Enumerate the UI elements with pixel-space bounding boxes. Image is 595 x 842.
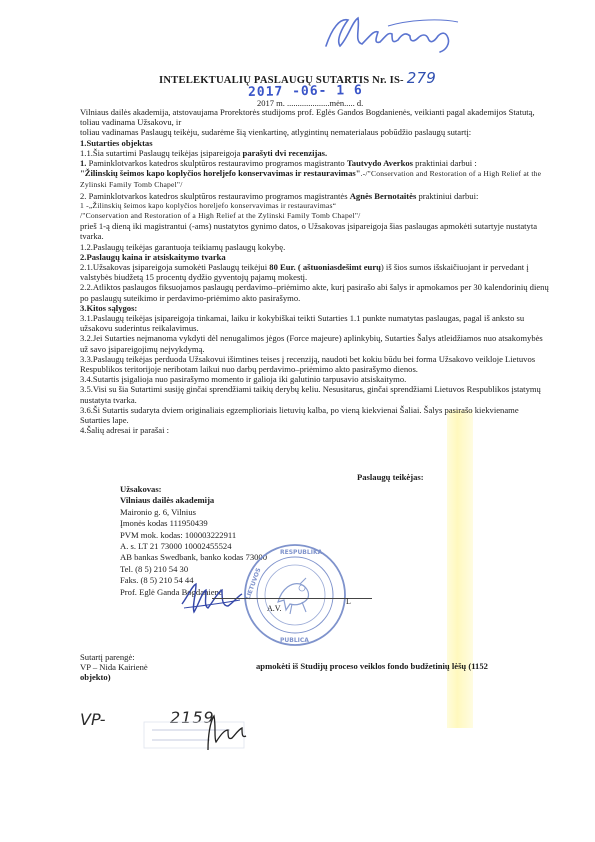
clause-2-1-amount: 80 Eur. ( aštuoniasdešimt eurų [269,262,381,273]
clause-2-1 [80,262,550,282]
clause-1-1-bold: parašyti dvi recenzijas. [242,147,328,158]
intro-paragraph-2: toliau vadinamas Paslaugų teikėju, sudarėme šią vienkartinę, atlygintinų nematerialaus pobūdžio paslaugų sutartį: [80,127,472,138]
clause-2-1-text: 2.1.Užsakovas įsipareigoja sumokėti Paslaugų teikėjui [80,262,270,273]
review-item-1-title [80,168,550,190]
item-1-title-en: .-/"Conservation and Restoration of a High Relief at the Zylinski Family Tomb Chapel"/ [80,169,542,190]
handwritten-number: 2159 [170,708,215,727]
provider-signature-mark: L [346,597,351,606]
clause-3-5: 3.5.Visi su šia Sutartimi susiję ginčai sprendžiami taikių derybų keliu. Nesusitarus, ginčai sprendžiami Lietuvos Respublikos įstatymų nustatyta tvarka. [80,384,541,405]
section-1-heading: 1.Sutarties objektas [80,137,153,148]
item-1-text: Paminklotvarkos katedros skulptūros restauravimo programos magistranto [86,158,347,169]
client-fax: Faks. (8 5) 210 54 44 [120,575,194,586]
client-address: Maironio g. 6, Vilnius [120,506,196,517]
clause-2-2: 2.2.Atliktos paslaugos fiksuojamos paslaugų perdavimo–priėmimo akte, kurį pasirašo abi šalys ir apmokamos per 30 kalendorinių dienų po paslaugų suteikimo ir perdavimo-priėmimo akto pasirašymo. [80,282,549,303]
prepared-person: VP – Nida Kairienė [80,662,148,673]
client-bank: AB bankas Swedbank, banko kodas 73000 [120,552,268,563]
item-1-title-lt: "Žilinskių šeimos kapo koplyčios horeljefo konservavimas ir restauravimas" [80,168,361,179]
clause-1-2: 1.2.Paslaugų teikėjas garantuoja teikiamų paslaugų kokybę. [80,241,286,252]
highlight-strip [447,410,473,728]
provider-label: Paslaugų teikėjas: [357,472,424,482]
review-item-1 [80,158,550,168]
item-2-student: Agnės Bernotaitės [349,190,417,201]
item-2-suffix: praktiniui darbui: [416,190,479,201]
date-stamp: 2017 -06- 1 6 [247,82,363,101]
deadline-clause: prieš 1-ą dieną iki magistrantui (-ams) nustatytos gynimo datos, o Užsakovas įsipareigoja šias paslaugas apmokėti sutartyje nustatyta tvarka. [80,221,538,242]
handwritten-vp: VP- [80,710,106,729]
client-account: A. s. LT 21 73000 10002455524 [120,541,232,552]
prepared-label: Sutartį parengė: [80,652,135,662]
clause-3-4: 3.4.Sutartis įsigalioja nuo pasirašymo momento ir galioja iki galutinio tarpusavio atsiskaitymo. [80,374,407,385]
item-2-title-en: /"Conservation and Restoration of a High Relief at the Zylinski Family Tomb Chapel"/ [80,211,361,221]
svg-text:PUBLICA: PUBLICA [280,637,309,644]
review-item-2 [80,191,550,201]
clause-1-1-text: 1.1.Šia sutartimi Paslaugų teikėjas įsipareigoja [80,147,243,158]
clause-3-3: 3.3.Paslaugų teikėjas perduoda Užsakovui išimtines teises į recenziją, naudoti bet kokiu būdu bei forma Užsakovo veikloje Lietuvos Respublikos teritorijoje neribotam laikui nuo darbų perdavimo–priėmimo akto pasirašymo dienos. [80,353,536,375]
client-company-code: Įmonės kodas 111950439 [120,518,208,529]
contract-body [80,107,550,436]
clause-3-2: 3.2.Jei Sutarties neįmanoma vykdyti dėl nenugalimos jėgos (Force majeure) aplinkybių, Sutarties Šalys atleidžiamos nuo atsakomybės už savo įsipareigojimų neįvykdymą. [80,333,543,354]
client-vat-code: PVM mok. kodas: 100003222911 [120,529,237,540]
item-1-suffix: praktiniai darbui : [413,158,477,169]
official-seal-icon [240,540,350,650]
stamp-initials: A.V. [267,604,282,613]
client-label: Užsakovas: [120,484,162,494]
client-name: Vilniaus dailės akademija [120,495,215,506]
section-2-heading: 2.Paslaugų kaina ir atsiskaitymo tvarka [80,251,226,262]
intro-paragraph: Vilniaus dailės akademija, atstovaujama Prorektorės studijoms prof. Eglės Gandos Bogdanienės, veikianti pagal akademijos Statutą, toliau vadinama Užsakovu, ir [80,107,535,128]
section-4-heading: 4.Šalių adresai ir parašai : [80,425,170,436]
top-signature [318,8,468,56]
prepared-block [80,652,148,683]
title-text: INTELEKTUALIŲ PASLAUGŲ SUTARTIS Nr. IS- [159,75,404,86]
item-1-number: 1. [80,158,87,169]
item-2-text: 2. Paminklotvarkos katedros skulptūros restauravimo programos magistrantės [80,190,350,201]
handwritten-contract-number: 279 [406,69,436,87]
section-3-heading: 3.Kitos sąlygos: [80,302,138,313]
prepared-object: objekto) [80,672,111,683]
date-line: 2017 m. ....................mėn..... d. [257,98,364,108]
item-1-student: Tautvydo Averkos [346,158,413,169]
clause-3-1: 3.1.Paslaugų teikėjas įsipareigoja tinkamai, laiku ir kokybiškai teikti Sutarties 1.1 punkte numatytas paslaugas, pagal iš anksto su užsakovu suderintus reikalavimus. [80,313,525,334]
clause-1-1 [80,148,550,158]
item-2-title-lt: 1 -„Žilinskių šeimos kapo koplyčios horeljefo konservavimas ir restauravimas“ [80,200,337,210]
clause-3-6: 3.6.Ši Sutartis sudaryta dviem originaliais egzemplioriais lietuvių kalba, po vieną kiekvienai Šaliai. Šalys pasirašo kiekviename Sutarties lape. [80,404,519,426]
bottom-signature [202,706,252,756]
fund-note: apmokėti iš Studijų proceso veiklos fondo budžetinių lėšų (1152 [256,661,488,671]
svg-text:LIETUVOS: LIETUVOS [244,567,263,601]
svg-text:RESPUBLIKA: RESPUBLIKA [280,549,323,556]
client-signatory: Prof. Eglė Ganda Bogdanienė [120,586,223,597]
client-tel: Tel. (8 5) 210 54 30 [120,563,189,574]
clause-2-1-suffix: ) iš šios sumos išskaičiuojant ir pervedant į valstybės biudžetą 15 procentų dydžio gyventojų pajamų mokestį. [80,262,529,283]
